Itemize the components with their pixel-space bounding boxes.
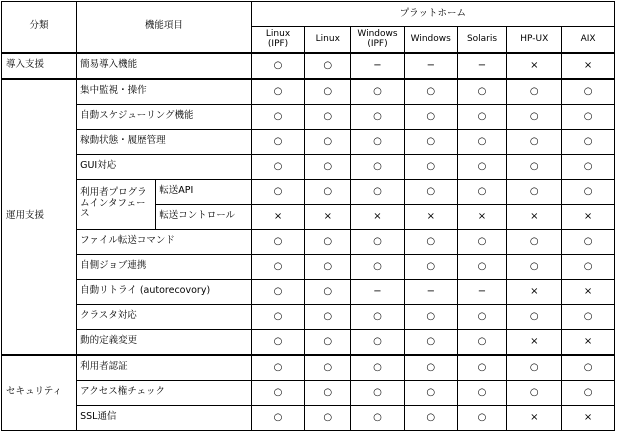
mark-cell: ○ [507,355,562,381]
mark-cell: ○ [457,179,507,204]
mark-cell: ○ [351,129,405,154]
mark-cell: ○ [305,104,351,129]
mark-cell: ○ [562,380,615,405]
mark-cell: ○ [457,380,507,405]
mark-cell: ○ [404,129,457,154]
table-row [2,154,615,179]
mark-cell: ○ [562,355,615,381]
mark-cell: ○ [305,79,351,105]
mark-cell: ○ [251,129,305,154]
mark-cell: ○ [351,229,405,254]
mark-cell: ○ [351,380,405,405]
platform-header: Windows [404,27,457,53]
mark-cell: ○ [404,154,457,179]
mark-cell: ○ [507,380,562,405]
mark-cell: × [507,204,562,229]
mark-cell: ○ [351,79,405,105]
table-row [2,380,615,405]
mark-cell: ○ [457,129,507,154]
category-cell: セキュリティ [2,355,77,431]
mark-cell: ○ [305,179,351,204]
category-header: 分類 [2,2,77,53]
mark-cell: × [351,204,405,229]
feature-cell: ファイル転送コマンド [77,229,252,254]
feature-cell: GUI対応 [77,154,252,179]
mark-cell: × [507,329,562,355]
mark-cell: ○ [251,179,305,204]
mark-cell: ○ [305,304,351,329]
feature-cell: 自動スケジューリング機能 [77,104,252,129]
mark-cell: ○ [404,355,457,381]
mark-cell: ○ [305,355,351,381]
feature-cell: 利用者プログラムインタフェース [77,179,156,229]
feature-cell: 簡易導入機能 [77,53,252,79]
mark-cell: × [562,405,615,430]
mark-cell: ○ [562,254,615,279]
mark-cell: ○ [457,104,507,129]
feature-cell: アクセス権チェック [77,380,252,405]
mark-cell: ○ [351,405,405,430]
mark-cell: ○ [507,104,562,129]
table-row [2,405,615,430]
table-row [2,355,615,381]
mark-cell: ○ [404,229,457,254]
mark-cell: ○ [507,229,562,254]
subfeature-cell: 転送コントロール [156,204,251,229]
mark-cell: ○ [507,304,562,329]
table-row [2,53,615,79]
feature-cell: クラスタ対応 [77,304,252,329]
mark-cell: × [562,329,615,355]
mark-cell: ○ [351,329,405,355]
mark-cell: − [351,53,405,79]
mark-cell: ○ [507,79,562,105]
feature-cell: 集中監視・操作 [77,79,252,105]
mark-cell: ○ [251,154,305,179]
mark-cell: − [457,279,507,304]
mark-cell: ○ [305,154,351,179]
mark-cell: ○ [507,129,562,154]
mark-cell: ○ [404,329,457,355]
mark-cell: ○ [251,229,305,254]
mark-cell: ○ [562,154,615,179]
mark-cell: ○ [562,304,615,329]
mark-cell: × [251,204,305,229]
table-row [2,179,615,204]
feature-cell: 自動リトライ (autorecovory) [77,279,252,304]
platform-group-header: プラットホーム [251,2,614,27]
mark-cell: ○ [507,179,562,204]
mark-cell: ○ [351,179,405,204]
mark-cell: ○ [457,154,507,179]
mark-cell: × [507,405,562,430]
platform-header: HP-UX [507,27,562,53]
platform-header: Solaris [457,27,507,53]
mark-cell: ○ [404,104,457,129]
mark-cell: ○ [507,254,562,279]
table-row [2,129,615,154]
mark-cell: × [562,204,615,229]
mark-cell: − [404,279,457,304]
mark-cell: × [507,53,562,79]
mark-cell: × [457,204,507,229]
mark-cell: ○ [251,405,305,430]
mark-cell: ○ [305,279,351,304]
mark-cell: − [457,53,507,79]
mark-cell: ○ [351,355,405,381]
mark-cell: ○ [251,329,305,355]
mark-cell: ○ [404,254,457,279]
table-row [2,279,615,304]
subfeature-cell: 転送API [156,179,251,204]
mark-cell: ○ [507,154,562,179]
mark-cell: ○ [305,53,351,79]
mark-cell: − [351,279,405,304]
platform-support-table [1,1,615,431]
mark-cell: ○ [457,304,507,329]
platform-header: Linux [305,27,351,53]
feature-cell: 動的定義変更 [77,329,252,355]
mark-cell: ○ [562,229,615,254]
mark-cell: ○ [305,129,351,154]
mark-cell: ○ [404,380,457,405]
mark-cell: ○ [305,254,351,279]
table-row [2,79,615,105]
mark-cell: ○ [251,304,305,329]
mark-cell: ○ [305,405,351,430]
mark-cell: ○ [251,380,305,405]
feature-cell: SSL通信 [77,405,252,430]
category-cell: 運用支援 [2,79,77,355]
mark-cell: ○ [404,304,457,329]
mark-cell: ○ [251,355,305,381]
mark-cell: − [404,53,457,79]
mark-cell: ○ [457,405,507,430]
feature-cell: 自側ジョブ連携 [77,254,252,279]
mark-cell: ○ [404,179,457,204]
mark-cell: ○ [562,179,615,204]
category-cell: 導入支援 [2,53,77,79]
mark-cell: ○ [251,53,305,79]
feature-cell: 利用者認証 [77,355,252,381]
mark-cell: × [507,279,562,304]
mark-cell: ○ [251,79,305,105]
table-row [2,329,615,355]
platform-header: AIX [562,27,615,53]
mark-cell: ○ [457,79,507,105]
mark-cell: ○ [305,329,351,355]
mark-cell: ○ [251,254,305,279]
platform-header: Windows (IPF) [351,27,405,53]
mark-cell: ○ [562,104,615,129]
mark-cell: ○ [351,254,405,279]
mark-cell: ○ [457,229,507,254]
mark-cell: ○ [351,304,405,329]
mark-cell: ○ [305,380,351,405]
mark-cell: ○ [457,254,507,279]
feature-cell: 稼動状態・履歴管理 [77,129,252,154]
mark-cell: ○ [404,79,457,105]
mark-cell: ○ [351,154,405,179]
mark-cell: × [305,204,351,229]
table-row [2,229,615,254]
table-row [2,254,615,279]
mark-cell: ○ [457,355,507,381]
mark-cell: ○ [251,104,305,129]
table-row [2,104,615,129]
mark-cell: ○ [457,329,507,355]
mark-cell: ○ [404,405,457,430]
table-row [2,304,615,329]
feature-header: 機能項目 [77,2,252,53]
mark-cell: × [562,279,615,304]
mark-cell: ○ [305,229,351,254]
mark-cell: × [562,53,615,79]
mark-cell: × [404,204,457,229]
mark-cell: ○ [562,129,615,154]
platform-header: Linux (IPF) [251,27,305,53]
mark-cell: ○ [251,279,305,304]
mark-cell: ○ [351,104,405,129]
mark-cell: ○ [562,79,615,105]
